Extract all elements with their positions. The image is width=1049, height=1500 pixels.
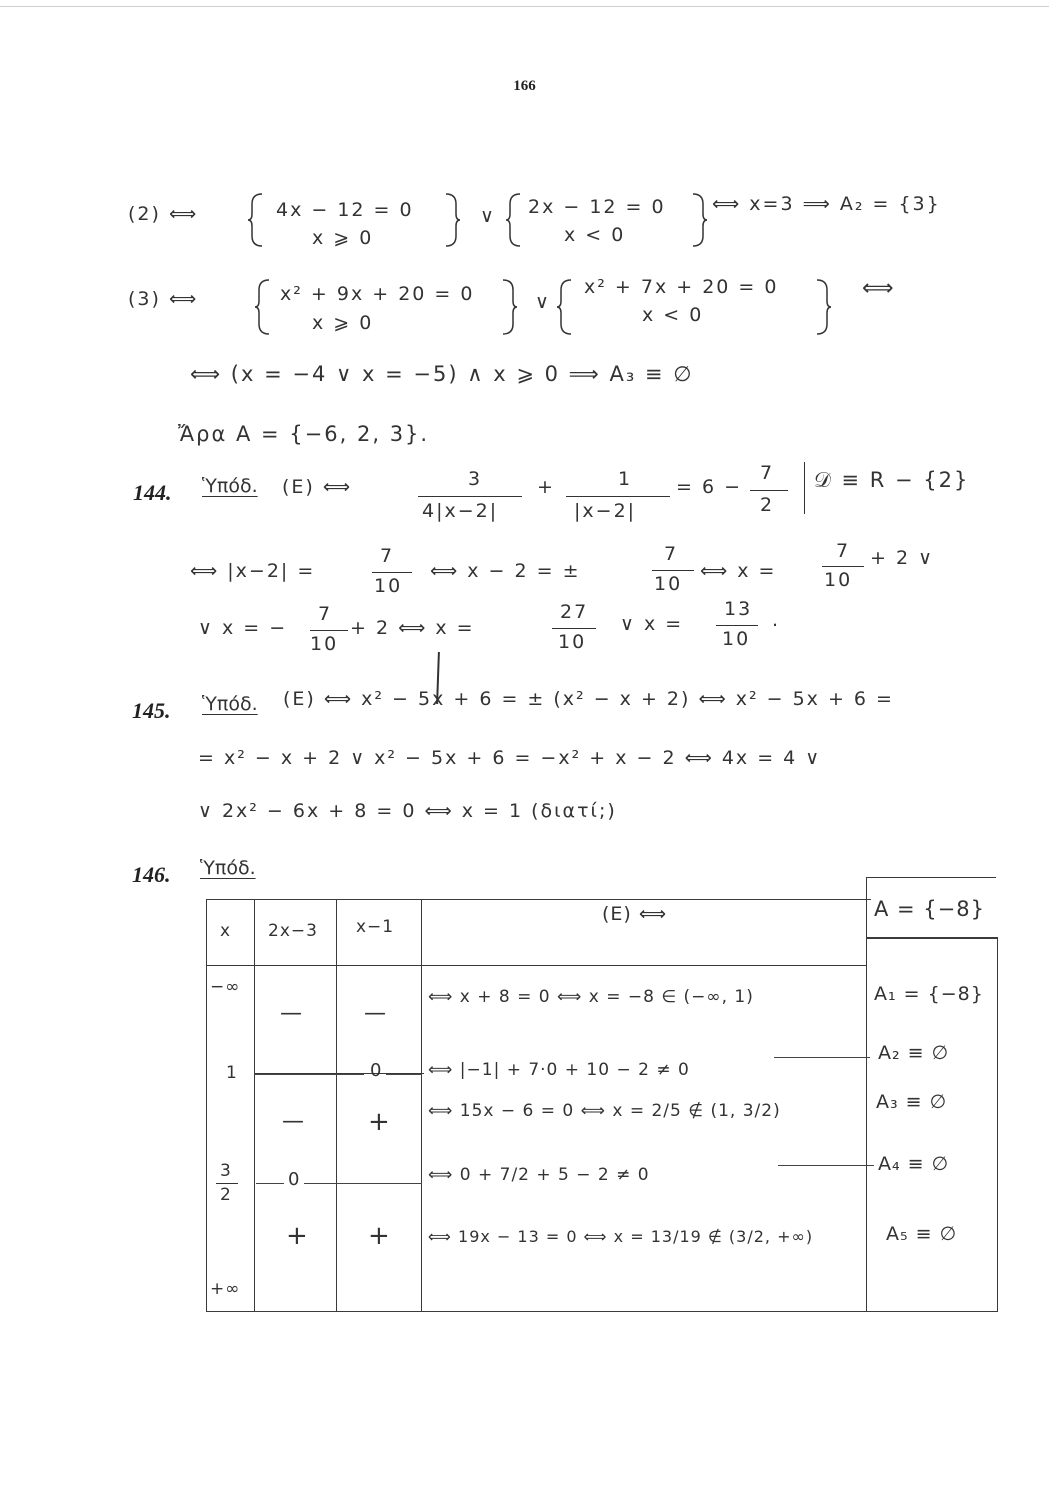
r2-dash-result (774, 1057, 870, 1058)
col-2x3-border (336, 899, 337, 1312)
p144-line3-b: + 2 ⟺ x = (350, 617, 475, 639)
table-top-border (206, 899, 871, 900)
header-2x-3: 2x−3 (268, 921, 318, 941)
r3-sign-x1: + (368, 1107, 390, 1137)
p144-eq-start: (E) ⟺ (282, 476, 353, 498)
p144-frac1-den: 4|x−2| (422, 500, 499, 522)
eq2-or: ∨ (480, 205, 496, 227)
table-header-bottom-right (866, 937, 998, 939)
p144-frac2-bar (566, 496, 670, 497)
x-one: 1 (226, 1063, 238, 1083)
p145-line2: = x² − x + 2 ∨ x² − 5x + 6 = −x² + x − 2 ⟺ 4x = 4 ∨ (198, 747, 822, 769)
p144-frac2-den: |x−2| (574, 500, 637, 522)
p144-domain: 𝒟 ≡ R − {2} (814, 468, 970, 492)
header-x-1: x−1 (356, 917, 395, 937)
p144-line2-b: ⟺ x − 2 = ± (430, 560, 581, 582)
p144-f8-bar (552, 628, 596, 629)
r1-solution: A₁ = {−8} (874, 983, 984, 1005)
col-x1-border (421, 899, 422, 1312)
eq3-label: (3) ⟺ (128, 288, 199, 310)
r5-solution: A₅ ≡ ∅ (886, 1223, 958, 1245)
solution-set-A: Ἄρα A = {−6, 2, 3}. (178, 422, 430, 446)
header-solution-set: A = {−8} (874, 897, 985, 921)
eq2-system2-line2: x < 0 (564, 224, 626, 246)
r4-equation: ⟺ 0 + 7/2 + 5 − 2 ≠ 0 (428, 1165, 650, 1185)
eq2-system2-line1: 2x − 12 = 0 (528, 196, 666, 218)
sign-table (206, 877, 998, 1312)
p144-line3-d: . (772, 609, 781, 631)
r2-equation: ⟺ |−1| + 7·0 + 10 − 2 ≠ 0 (428, 1060, 690, 1080)
r4-dash-result (778, 1165, 874, 1166)
page-top-rule (0, 6, 1049, 7)
p145-line3: ∨ 2x² − 6x + 8 = 0 ⟺ x = 1 (διατί;) (198, 800, 617, 822)
r3-equation: ⟺ 15x − 6 = 0 ⟺ x = 2/5 ∉ (1, 3/2) (428, 1101, 781, 1121)
eq3-system1-line1: x² + 9x + 20 = 0 (280, 283, 475, 305)
problem-144-hint: Ὑπόδ. (202, 475, 258, 497)
r5-equation: ⟺ 19x − 13 = 0 ⟺ x = 13/19 ∉ (3/2, +∞) (428, 1227, 814, 1246)
p144-frac3-den: 2 (760, 494, 775, 516)
p144-f4-num: 7 (380, 545, 395, 567)
p144-f8-den: 10 (558, 631, 587, 653)
r4-solution: A₄ ≡ ∅ (878, 1153, 950, 1175)
r4-zero-2x3: 0 (288, 1169, 300, 1190)
p144-f5-num: 7 (664, 543, 679, 565)
r4-dash-mid (304, 1183, 422, 1184)
problem-146-hint: Ὑπόδ. (200, 857, 256, 879)
p144-line2-d: + 2 ∨ (870, 547, 934, 569)
p144-frac1-num: 3 (468, 468, 483, 490)
header-equation: (E) ⟺ (602, 903, 668, 925)
p144-f6-bar (822, 566, 864, 567)
r2-solution: A₂ ≡ ∅ (878, 1042, 950, 1064)
problem-145-hint: Ὑπόδ. (202, 693, 258, 715)
eq2-label: (2) ⟺ (128, 203, 199, 225)
table-right-border (997, 937, 998, 1312)
p144-f6-den: 10 (824, 569, 853, 591)
p144-f6-num: 7 (836, 540, 851, 562)
problem-146-number: 146. (132, 862, 171, 887)
eq2-system1-line1: 4x − 12 = 0 (276, 199, 414, 221)
p144-f7-bar (310, 630, 348, 631)
r2-dash-right (386, 1074, 422, 1075)
table-left-border (206, 899, 207, 1312)
p144-f5-bar (652, 570, 694, 571)
p144-frac2-num: 1 (618, 468, 633, 490)
table-bottom-border (206, 1311, 998, 1312)
r4-dash-left (256, 1183, 284, 1184)
p144-domain-separator (804, 462, 805, 514)
x-plus-infinity: +∞ (210, 1279, 241, 1299)
p144-f4-den: 10 (374, 575, 403, 597)
p144-line2-c: ⟺ x = (700, 560, 777, 582)
p144-f9-num: 13 (724, 598, 753, 620)
r5-sign-x1: + (368, 1221, 390, 1251)
table-result-col-border (866, 877, 867, 1312)
problem-144-number: 144. (133, 480, 172, 505)
p144-frac3-num: 7 (760, 462, 775, 484)
r2-zero-x1: 0 (370, 1060, 382, 1081)
x-minus-infinity: −∞ (210, 977, 241, 997)
page-number: 166 (513, 78, 536, 94)
r3-sign-2x3: — (282, 1109, 304, 1134)
p144-f5-den: 10 (654, 573, 683, 595)
p144-f9-bar (716, 625, 758, 626)
problem-145-number: 145. (132, 698, 171, 723)
p144-plus: + (537, 476, 555, 498)
eq3-conclusion: ⟺ (x = −4 ∨ x = −5) ∧ x ⩾ 0 ⟹ A₃ ≡ ∅ (190, 362, 694, 386)
p145-line1: (E) ⟺ x² − 5x + 6 = ± (x² − x + 2) ⟺ x² − 5x + 6 = (283, 688, 894, 710)
p144-line3-c: ∨ x = (620, 613, 684, 635)
r5-sign-2x3: + (286, 1221, 308, 1251)
x-three-halves-den: 2 (220, 1185, 232, 1205)
p144-f9-den: 10 (722, 628, 751, 650)
x-three-halves-bar (216, 1183, 238, 1184)
r1-sign-x1: — (364, 1001, 386, 1026)
table-header-separator (206, 965, 866, 966)
eq2-system1-line2: x ⩾ 0 (312, 227, 374, 249)
eq3-system2-line1: x² + 7x + 20 = 0 (584, 276, 779, 298)
col-x-border (254, 899, 255, 1312)
eq3-or: ∨ (535, 291, 551, 313)
eq3-system2-line2: x < 0 (642, 304, 704, 326)
r1-equation: ⟺ x + 8 = 0 ⟺ x = −8 ∈ (−∞, 1) (428, 987, 754, 1007)
p144-frac1-bar (418, 496, 522, 497)
p144-line2-a: ⟺ |x−2| = (190, 560, 316, 582)
r1-sign-2x3: — (280, 1001, 302, 1026)
table-header-top-right (866, 877, 996, 878)
p144-f7-den: 10 (310, 633, 339, 655)
header-x: x (220, 921, 232, 941)
x-three-halves-num: 3 (220, 1161, 232, 1181)
p144-f4-bar (372, 572, 412, 573)
p144-frac3-bar (750, 490, 788, 491)
p144-f7-num: 7 (318, 603, 333, 625)
p144-rhs: = 6 − (676, 476, 743, 498)
eq3-equiv: ⟺ (862, 276, 896, 301)
eq2-result: ⟺ x=3 ⟹ A₂ = {3} (712, 193, 941, 215)
p144-f8-num: 27 (560, 601, 589, 623)
p144-line3-a: ∨ x = − (198, 617, 288, 639)
eq3-system1-line2: x ⩾ 0 (312, 312, 374, 334)
r2-dash-left (254, 1074, 364, 1075)
r3-solution: A₃ ≡ ∅ (876, 1091, 948, 1113)
